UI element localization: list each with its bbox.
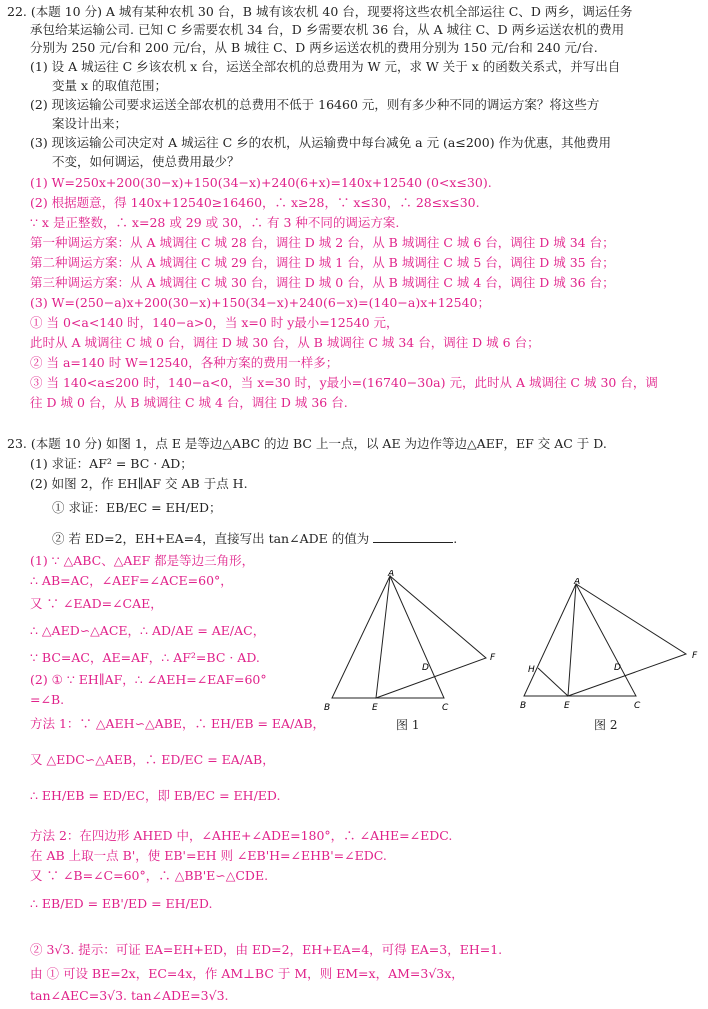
- q22-line-8: (3) 现该运输公司决定对 A 城运往 C 乡的农机，从运输费中每台减免 a 元 (a≤200) 作为优惠，其他费用: [30, 135, 612, 150]
- q22-line-2: 承包给某运输公司. 已知 C 乡需要农机 34 台，D 乡需要农机 36 台，从 A 城往 C、D 两乡运送农机的费用: [30, 22, 625, 37]
- q23-line-5: ② 若 ED=2，EH+EA=4，直接写出 tan∠ADE 的值为 .: [52, 531, 458, 546]
- q23-answer-17: tan∠AEC=3√3. tan∠ADE=3√3.: [30, 988, 229, 1003]
- q23-answer-16: 由 ① 可设 BE=2x，EC=4x，作 AM⊥BC 于 M，则 EM=x，AM=3√3x，: [30, 966, 464, 981]
- q23-answer-2: ∴ AB=AC，∠AEF=∠ACE=60°，: [30, 573, 233, 588]
- q22-answer-3: ∵ x 是正整数，∴ x=28 或 29 或 30，∴ 有 3 种不同的调运方案.: [30, 215, 400, 230]
- figure-1-label: 图 1: [396, 718, 420, 732]
- q22-answer-6: 第三种调运方案：从 A 城调往 C 城 30 台，调往 D 城 0 台，从 B 城调往 C 城 4 台，调往 D 城 36 台；: [30, 275, 615, 290]
- triangle-aef: [376, 576, 486, 698]
- q22-answer-12: 往 D 城 0 台，从 B 城调往 C 城 4 台，调往 D 城 36 台.: [30, 395, 348, 410]
- fig2-point-h: H: [528, 665, 535, 675]
- figure-2-label: 图 2: [594, 718, 618, 732]
- q23-answer-5: ∵ BC=AC，AE=AF，∴ AF²=BC · AD.: [30, 650, 260, 665]
- q22-answer-11: ③ 当 140<a≤200 时，140−a<0，当 x=30 时，y最小=(16740−30a) 元，此时从 A 城调往 C 城 30 台，调: [30, 375, 658, 390]
- q22-answer-2: (2) 根据题意，得 140x+12540≥16460，∴ x≥28，∵ x≤30，∴ 28≤x≤30.: [30, 195, 480, 210]
- fig1-point-c: C: [442, 703, 449, 713]
- fig2-point-b: B: [520, 701, 527, 711]
- q23-answer-10: ∴ EH/EB = ED/EC，即 EB/EC = EH/ED.: [30, 788, 281, 803]
- triangle-abc-2: [524, 584, 636, 696]
- fig2-point-c: C: [634, 701, 641, 711]
- q22-line-9: 不变，如何调运，使总费用最少？: [52, 154, 240, 169]
- q23-answer-1: (1) ∵ △ABC、△AEF 都是等边三角形，: [30, 553, 255, 568]
- q23-answer-7: =∠B.: [30, 692, 65, 707]
- q22-line-1: 22. (本题 10 分) A 城有某种农机 30 台，B 城有该农机 40 台，现要将这些农机全部运往 C、D 两乡，调运任务: [7, 4, 633, 19]
- fig2-point-e: E: [564, 701, 570, 711]
- q22-line-6: (2) 现该运输公司要求运送全部农机的总费用不低于 16460 元，则有多少种不同的调运方案？将这些方: [30, 97, 600, 112]
- q23-answer-13: 又 ∵ ∠B=∠C=60°，∴ △BB'E∽△CDE.: [30, 868, 269, 883]
- q23-answer-9: 又 △EDC∽△AEB，∴ ED/EC = EA/AB，: [30, 752, 275, 767]
- q23-answer-12: 在 AB 上取一点 B'，使 EB'=EH 则 ∠EB'H=∠EHB'=∠EDC.: [30, 848, 387, 863]
- q22-answer-8: ① 当 0<a<140 时，140−a>0，当 x=0 时 y最小=12540 元，: [30, 315, 399, 330]
- segment-eh: [538, 668, 568, 696]
- q22-answer-9: 此时从 A 城调往 C 城 0 台，调往 D 城 30 台，从 B 城调往 C 城 34 台，调往 D 城 6 台；: [30, 335, 540, 350]
- q22-line-5: 变量 x 的取值范围；: [52, 78, 167, 93]
- fig1-point-e: E: [372, 703, 378, 713]
- q23-answer-4: ∴ △AED∽△ACE，∴ AD/AE = AE/AC，: [30, 623, 266, 638]
- fig2-point-d: D: [614, 663, 621, 673]
- q22-answer-10: ② 当 a=140 时 W=12540，各种方案的费用一样多；: [30, 355, 339, 370]
- q23-line-1: 23. (本题 10 分) 如图 1，点 E 是等边△ABC 的边 BC 上一点，以 AE 为边作等边△AEF，EF 交 AC 于 D.: [7, 436, 607, 451]
- q23-line-2: (1) 求证：AF² = BC · AD；: [30, 456, 193, 471]
- fig1-point-b: B: [324, 703, 331, 713]
- q23-answer-11: 方法 2：在四边形 AHED 中，∠AHE+∠ADE=180°，∴ ∠AHE=∠EDC.: [30, 828, 453, 843]
- q22-line-4: (1) 设 A 城运往 C 乡该农机 x 台，运送全部农机的总费用为 W 元，求 W 关于 x 的函数关系式，并写出自: [30, 59, 621, 74]
- q23-answer-8: 方法 1：∵ △AEH∽△ABE，∴ EH/EB = EA/AB，: [30, 716, 326, 731]
- fig1-point-f: F: [490, 653, 496, 663]
- fig1-point-a: A: [388, 570, 395, 579]
- fig2-point-a: A: [574, 578, 581, 587]
- q23-answer-3: 又 ∵ ∠EAD=∠CAE，: [30, 596, 163, 611]
- q22-answer-7: (3) W=(250−a)x+200(30−x)+150(34−x)+240(6−x)=(140−a)x+12540；: [30, 295, 490, 310]
- q22-answer-4: 第一种调运方案：从 A 城调往 C 城 28 台，调往 D 城 2 台，从 B 城调往 C 城 6 台，调往 D 城 34 台；: [30, 235, 615, 250]
- q23-answer-14: ∴ EB/ED = EB'/ED = EH/ED.: [30, 896, 213, 911]
- answer-blank: [373, 530, 453, 543]
- q23-line-3: (2) 如图 2，作 EH∥AF 交 AB 于点 H.: [30, 476, 248, 491]
- q22-line-7: 案设计出来；: [52, 116, 128, 131]
- q23-line-4: ① 求证：EB/EC = EH/ED；: [52, 500, 222, 515]
- figure-2: [516, 578, 706, 714]
- q23-line-5-text: ② 若 ED=2，EH+EA=4，直接写出 tan∠ADE 的值为: [52, 531, 370, 546]
- fig2-point-f: F: [692, 651, 698, 661]
- figure-1: [318, 570, 498, 715]
- q23-answer-6: (2) ① ∵ EH∥AF，∴ ∠AEH=∠EAF=60°: [30, 672, 267, 687]
- q22-answer-1: (1) W=250x+200(30−x)+150(34−x)+240(6+x)=140x+12540 (0<x≤30).: [30, 175, 492, 190]
- q22-line-3: 分别为 250 元/台和 200 元/台，从 B 城往 C、D 两乡运送农机的费用分别为 150 元/台和 240 元/台.: [30, 40, 598, 55]
- fig1-point-d: D: [422, 663, 429, 673]
- q22-answer-5: 第二种调运方案：从 A 城调往 C 城 29 台，调往 D 城 1 台，从 B 城调往 C 城 5 台，调往 D 城 35 台；: [30, 255, 615, 270]
- q23-answer-15: ② 3√3. 提示：可证 EA=EH+ED，由 ED=2，EH+EA=4，可得 EA=3，EH=1.: [30, 942, 503, 957]
